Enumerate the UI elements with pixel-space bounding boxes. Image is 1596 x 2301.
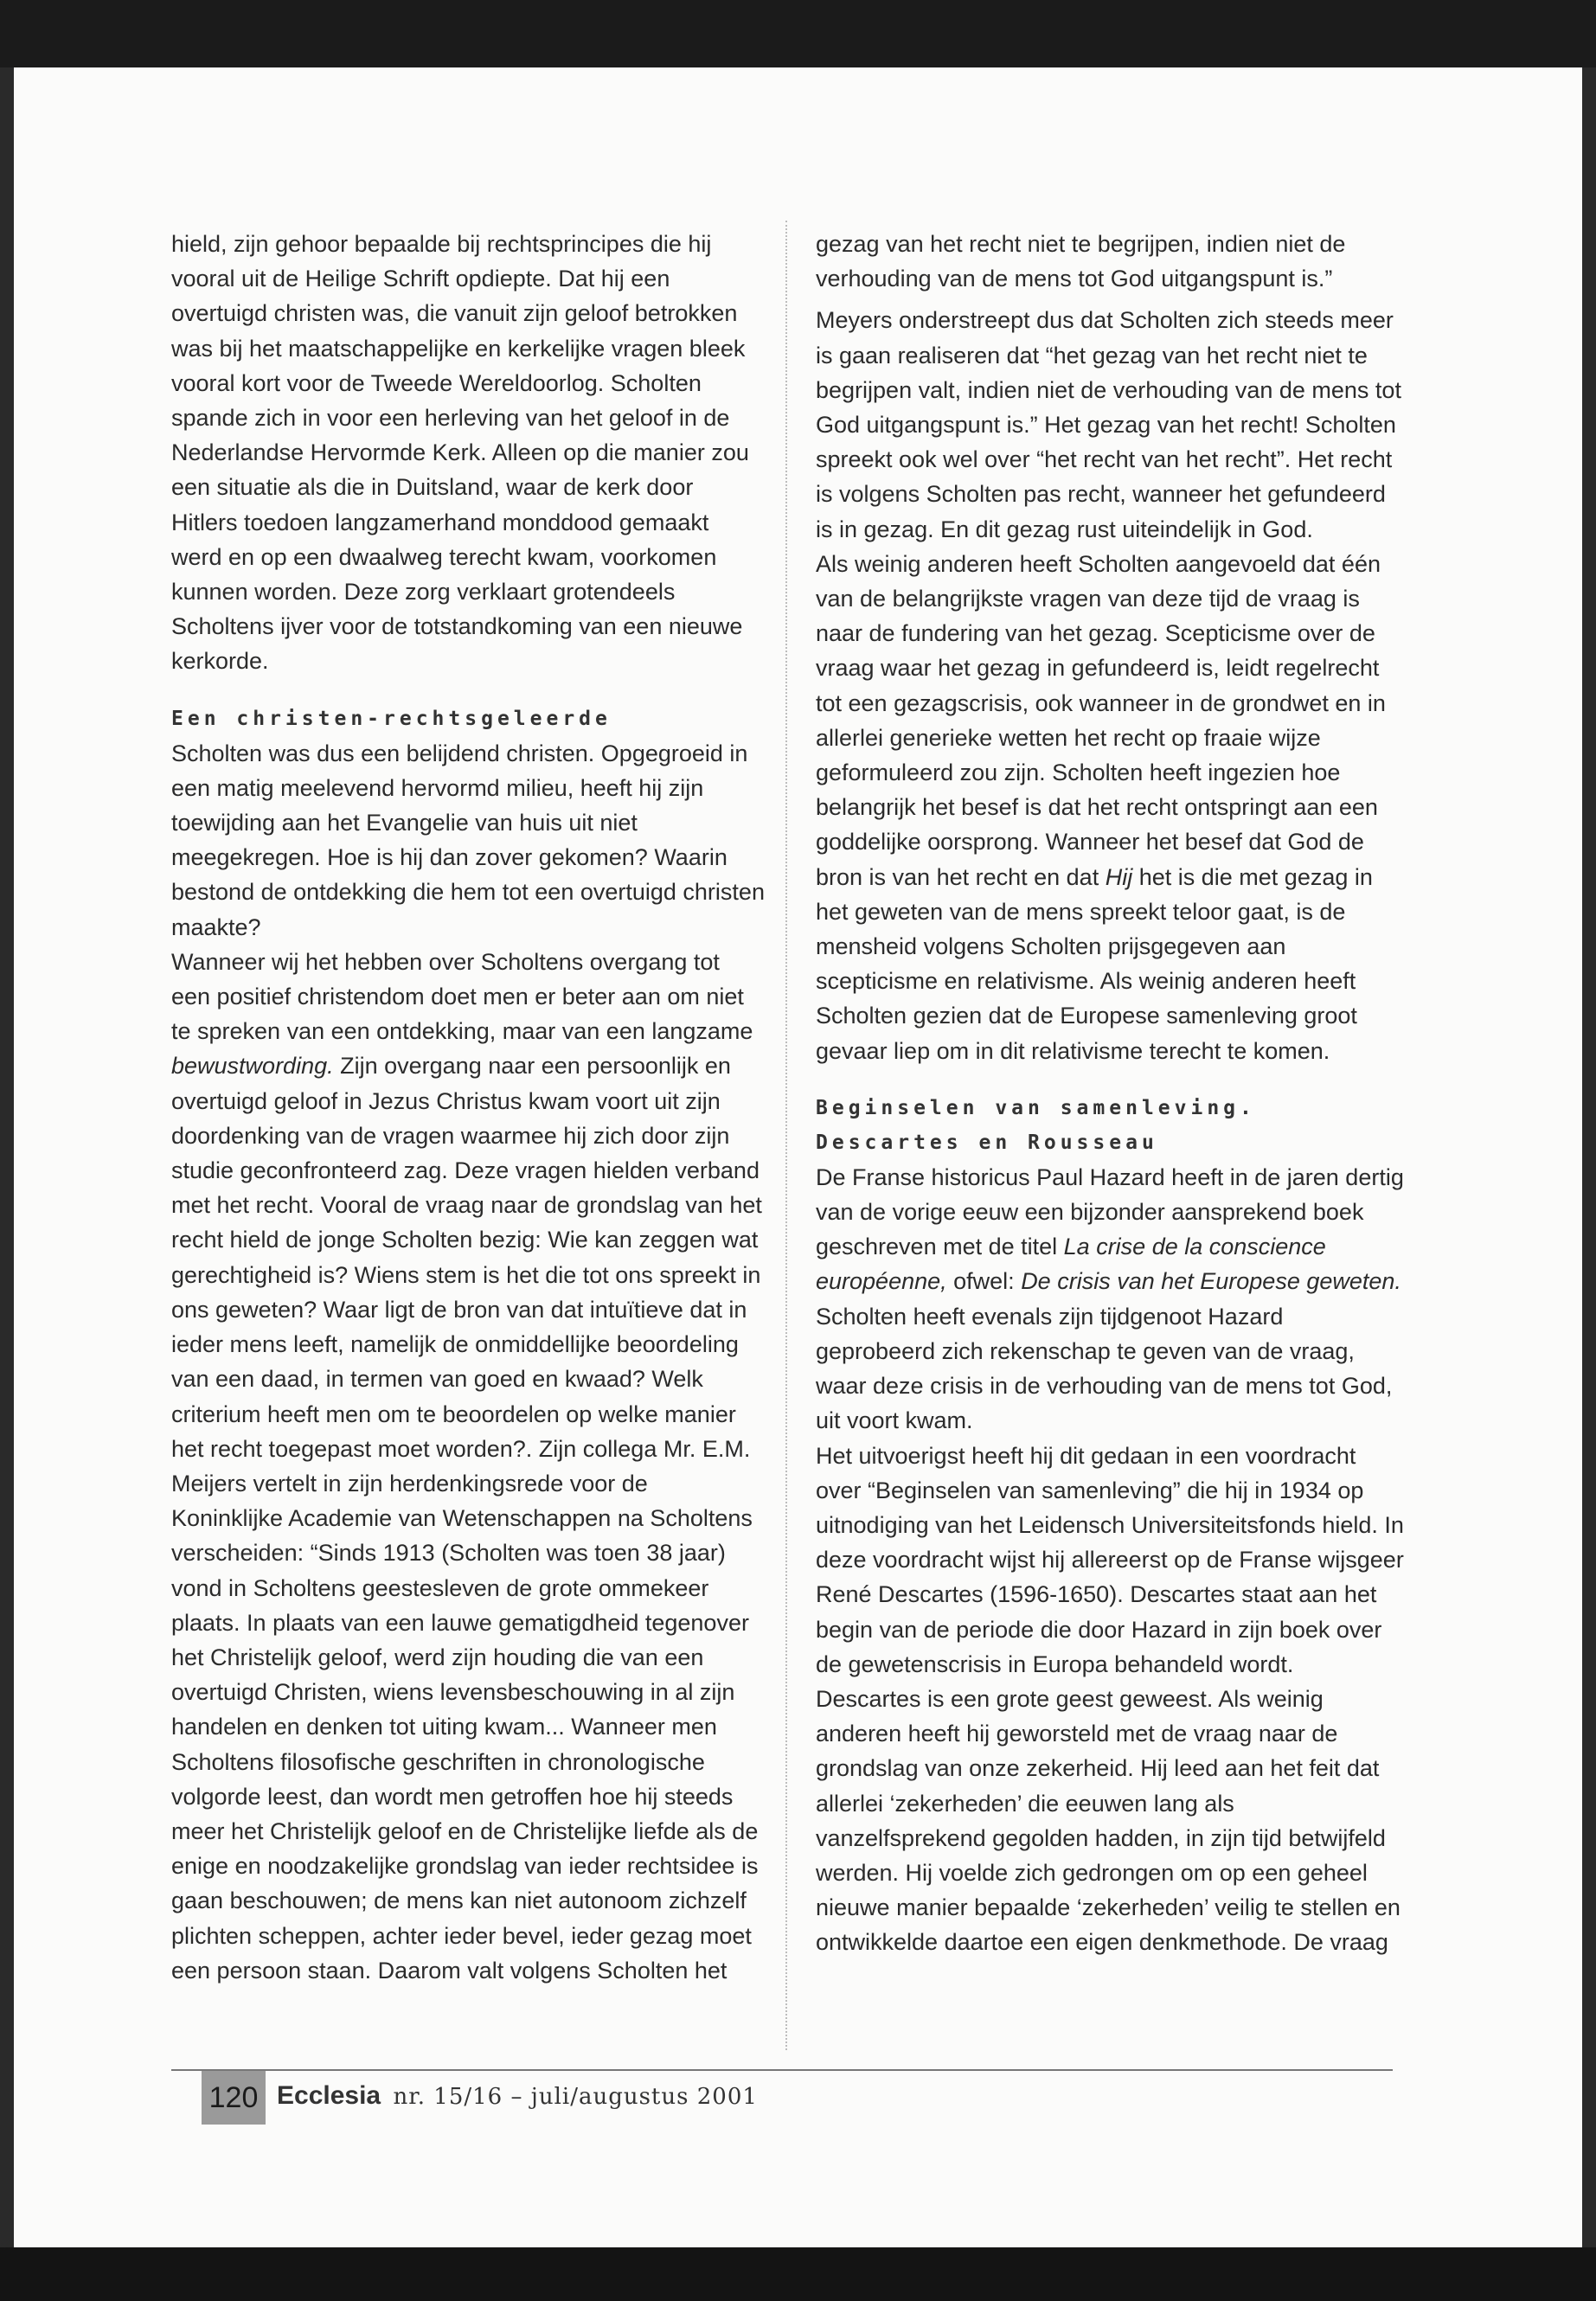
column-divider	[785, 221, 787, 2050]
emphasis: La crise de la conscience européenne,	[816, 1234, 1326, 1295]
text-run: Zijn overgang naar een persoonlijk en overtuigd geloof in Jezus Christus kwam voort uit zijn doordenking van de vragen waarmee hij zich door zijn studie geconfronteerd zag. Deze vragen hielden verband met het recht. Vooral de vraag naar de grondslag van het recht hield de jonge Scholten bezig: Wie kan zeggen wat gerechtigheid is? Wiens stem is het die tot ons spreekt in ons geweten? Waar ligt de bron van dat intuïtieve dat in ieder mens leeft, namelijk de onmiddellijke beoordeling van een daad, in termen van goed en kwaad? Welk criterium heeft men om te beoordelen op welke manier het recht toegepast moet worden?. Zijn collega Mr. E.M. Meijers vertelt in zijn herdenkingsrede voor de Koninklijke Academie van Wetenschappen na Scholtens verscheiden: “Sinds 1913 (Scholten was toen 38 jaar) vond in Scholtens geestesleven de grote ommekeer plaats. In plaats van een lauwe gematigdheid tegenover het Christelijk geloof, werd zijn houding die van een overtuigd Christen, wiens levensbeschouwing in al zijn handelen en denken tot uiting kwam... Wanneer men Scholtens filosofische geschriften in chronologische volgorde leest, dan wordt men getroffen hoe hij steeds meer het Christelijk geloof en de Christelijke liefde als de enige en noodzakelijke grondslag van ieder rechtsidee is gaan beschouwen; de mens kan niet autonoom zichzelf plichten scheppen, achter ieder bevel, ieder gezag moet een persoon staan. Daarom valt volgens Scholten het	[171, 1053, 762, 1984]
section-heading: Beginselen van samenleving. Descartes en Rousseau	[816, 1096, 1256, 1154]
footer-rule	[171, 2069, 1393, 2071]
magazine-name: Ecclesia	[277, 2081, 381, 2110]
left-column	[171, 227, 765, 1988]
text-run: Scholten heeft evenals zijn tijdgenoot Hazard geprobeerd zich rekenschap te geven van de vraag, waar deze crisis in de verhouding van de mens tot God, uit voort kwam.	[816, 1303, 1393, 1434]
paragraph: Meyers onderstreept dus dat Scholten zich steeds meer is gaan realiseren dat “het gezag van het recht niet te begrijpen valt, indien niet de verhouding van de mens tot God uitgangspunt is.” Het gezag van het recht! Scholten spreekt ook wel over “het recht van het recht”. Het recht is volgens Scholten pas recht, wanneer het gefundeerd is in gezag. En dit gezag rust uiteindelijk in God.	[816, 307, 1401, 542]
paragraph	[816, 1160, 1404, 1439]
paragraph: hield, zijn gehoor bepaalde bij rechtsprincipes die hij vooral uit de Heilige Schrift opdiepte. Dat hij een overtuigd christen was, die vanuit zijn geloof betrokken was bij het maatschappelijke en kerkelijke vragen bleek vooral kort voor de Tweede Wereldoorlog. Scholten spande zich in voor een herleving van het geloof in de Nederlandse Hervormde Kerk. Alleen op die manier zou een situatie als die in Duitsland, waar de kerk door Hitlers toedoen langzamerhand monddood gemaakt werd en op een dwaalweg terecht kwam, voorkomen kunnen worden. Deze zorg verklaart grotendeels Scholtens ijver voor de totstandkoming van een nieuwe kerkorde.	[171, 231, 749, 675]
issue-info: nr. 15/16 – juli/augustus 2001	[393, 2084, 758, 2110]
text-run: Wanneer wij het hebben over Scholtens overgang tot een positief christendom doet men er beter aan om niet te spreken van een ontdekking, maar van een langzame	[171, 948, 753, 1045]
paragraph	[171, 945, 765, 1988]
scan-border-bottom	[0, 2247, 1596, 2301]
text-run: Als weinig anderen heeft Scholten aangevoeld dat één van de belangrijkste vragen van deze tijd de vraag is naar de fundering van het gezag. Scepticisme over de vraag waar het gezag in gefundeerd is, leidt regelrecht tot een gezagscrisis, ook wanneer in de grondwet en in allerlei generieke wetten het recht op fraaie wijze geformuleerd zou zijn. Scholten heeft ingezien hoe belangrijk het besef is dat het recht ontspringt aan een goddelijke oorsprong. Wanneer het besef dat God de bron is van het recht en dat	[816, 550, 1386, 890]
text-run: De Franse historicus Paul Hazard heeft in de jaren dertig van de vorige eeuw een bijzonder aansprekend boek geschreven met de titel	[816, 1163, 1404, 1260]
right-column	[816, 227, 1404, 1960]
paragraph: gezag van het recht niet te begrijpen, indien niet de verhouding van de mens tot God uitgangspunt is.”	[816, 231, 1346, 292]
emphasis: bewustwording.	[171, 1053, 334, 1080]
paragraph: Scholten was dus een belijdend christen. Opgegroeid in een matig meelevend hervormd milieu, heeft hij zijn toewijding aan het Evangelie van huis uit niet meegekregen. Hoe is hij dan zover gekomen? Waarin bestond de ontdekking die hem tot een overtuigd christen maakte?	[171, 740, 765, 940]
text-run: ofwel:	[946, 1268, 1022, 1295]
section-heading: Een christen-rechtsgeleerde	[171, 707, 612, 730]
scan-border-left	[0, 67, 14, 2247]
page-number: 120	[202, 2071, 266, 2125]
footer-info	[277, 2081, 758, 2111]
emphasis: Hij	[1105, 863, 1133, 890]
paragraph: Het uitvoerigst heeft hij dit gedaan in een voordracht over “Beginselen van samenleving” die hij in 1934 op uitnodiging van het Leidensch Universiteitsfonds hield. In deze voordracht wijst hij allereerst op de Franse wijsgeer René Descartes (1596-1650). Descartes staat aan het begin van de periode die door Hazard in zijn boek over de gewetenscrisis in Europa behandeld wordt. Descartes is een grote geest geweest. Als weinig anderen heeft hij geworsteld met de vraag naar de grondslag van onze zekerheid. Hij leed aan het feit dat allerlei ‘zekerheden’ die eeuwen lang als vanzelfsprekend gegolden hadden, in zijn tijd betwijfeld werden. Hij voelde zich gedrongen om op een geheel nieuwe manier bepaalde ‘zekerheden’ veilig te stellen en ontwikkelde daartoe een eigen denkmethode. De vraag	[816, 1442, 1404, 1956]
paragraph	[816, 547, 1404, 1068]
scan-border-top	[0, 0, 1596, 67]
emphasis: De crisis van het Europese geweten.	[1021, 1268, 1401, 1295]
scan-border-right	[1582, 67, 1596, 2247]
text-run: het is die met gezag in het geweten van de mens spreekt teloor gaat, is de mensheid volgens Scholten prijsgegeven aan scepticisme en relativisme. Als weinig anderen heeft Scholten gezien dat de Europese samenleving groot gevaar liep om in dit relativisme terecht te komen.	[816, 863, 1373, 1064]
